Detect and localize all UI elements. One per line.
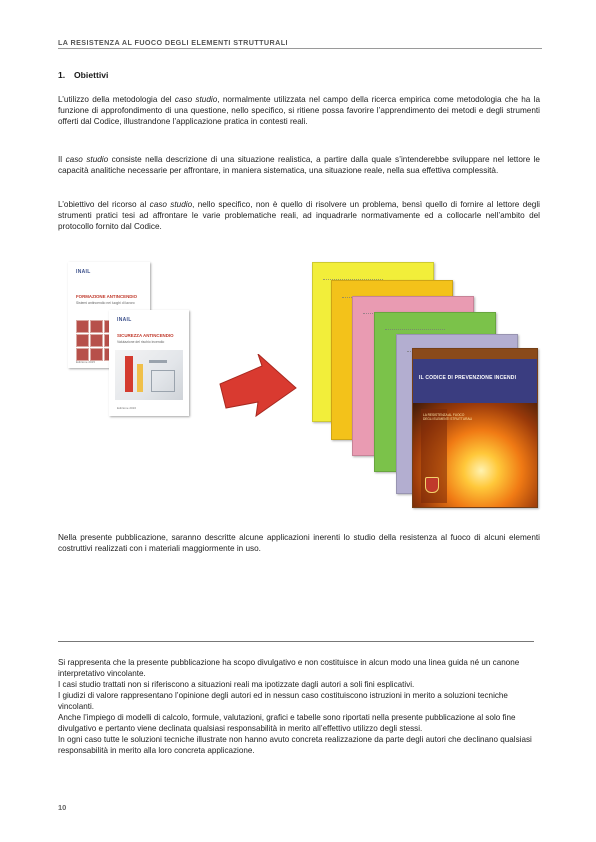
paragraph-objective [58,199,540,232]
brochure-illustration [115,350,183,400]
brochure-edition: Edizione 2015 [76,360,96,364]
brochure-title: SICUREZZA ANTINCENDIO [117,333,174,338]
cover-subtitle: LA RESISTENZA AL FUOCO DEGLI ELEMENTI STRUTTURALI [423,413,473,421]
text-run: , normalmente utilizzata nel campo della ricerca empirica come metodologia che ha la funzione di approfondimento di una questione, nello specifico, si ritiene possa favorire l’apprendimento dei metodi e degli strumenti offerti dal Codice, illustrandone l’applicazione pratica in contesti reali. [58,95,541,126]
footnote-item: I giudizi di valore rappresentano l’opinione degli autori ed in nessun caso costituiscono istruzioni in merito a soluzioni tecniche vincolanti. [58,691,508,711]
footnote-item: Si rappresenta che la presente pubblicazione ha scopo divulgativo e non costituisce in alcun modo una linea guida né un canone interpretativo vincolante. [58,658,520,678]
footnote-item: In ogni caso tutte le soluzioni tecniche illustrate non hanno avuto concreta realizzazione da parte degli autori che declinano qualsiasi responsabilità in merito alla loro concreta applicazione. [58,735,532,755]
italic-term: caso studio [149,200,193,209]
footnote-rule [58,641,534,642]
footnote-item: Anche l’impiego di modelli di calcolo, formule, valutazioni, grafici e tabelle sono riportati nella presente pubblicazione al solo fine divulgativo e pertanto viene declinata qualsiasi responsabilità in merito all’effettivo utilizzo degli stessi. [58,713,516,733]
brand-logo: INAIL [117,317,132,323]
section-number: 1. [58,70,66,80]
footnote-item: I casi studio trattati non si riferiscono a situazioni reali ma ipotizzate dagli autori a soli fini esplicativi. [58,680,415,689]
cover-title-band [413,359,537,403]
fire-brigade-emblem-icon [425,477,439,493]
text-run: consiste nella descrizione di una situazione realistica, a partire dalla quale s’intenderebbe sviluppare nel lettore le capacità analitiche necessarie per affrontare, in maniera sistematica, una situazione reale, nella sua effettiva complessità. [58,155,540,175]
brochure-edition: Edizione 2016 [117,406,137,410]
footnotes [58,657,540,756]
text-run: Il [58,155,66,164]
cover-title: IL CODICE DI PREVENZIONE INCENDI [419,375,517,381]
brochure-title: FORMAZIONE ANTINCENDIO [76,294,138,299]
publication-cover [412,348,538,508]
brochure-sicurezza [109,310,189,416]
section-title-text: Obiettivi [74,70,109,80]
header-rule [58,48,542,49]
page-number: 10 [58,803,67,812]
italic-term: caso studio [174,95,218,104]
text-run: , nello specifico, non è quello di risolvere un problema, bensì quello di fornire al lettore degli strumenti pratici tesi ad affrontare le varie problematiche reali, ad inquadrarle normativamente ed a collocarle nell’ambito del protocollo fornito dal Codice. [58,200,540,231]
text-run: L’utilizzo della metodologia del [58,95,175,104]
italic-term: caso studio [65,155,109,164]
brochure-subtitle: Valutazione del rischio incendio [117,340,165,344]
running-header: LA RESISTENZA AL FUOCO DEGLI ELEMENTI STRUTTURALI [58,38,288,47]
paragraph-intro [58,94,540,127]
arrow-right-icon [218,354,298,420]
brochure-subtitle: Sistemi antincendio nei luoghi di lavoro [76,301,135,305]
paragraph-definition [58,154,540,176]
section-title [58,70,108,80]
publications-figure [58,250,542,520]
paragraph-publication: Nella presente pubblicazione, saranno descritte alcune applicazioni inerenti lo studio della resistenza al fuoco di alcuni elementi costruttivi realizzati con i materiali maggiormente in uso. [58,533,540,553]
text-run: L’obiettivo del ricorso al [58,200,150,209]
brand-logo: INAIL [76,269,91,275]
